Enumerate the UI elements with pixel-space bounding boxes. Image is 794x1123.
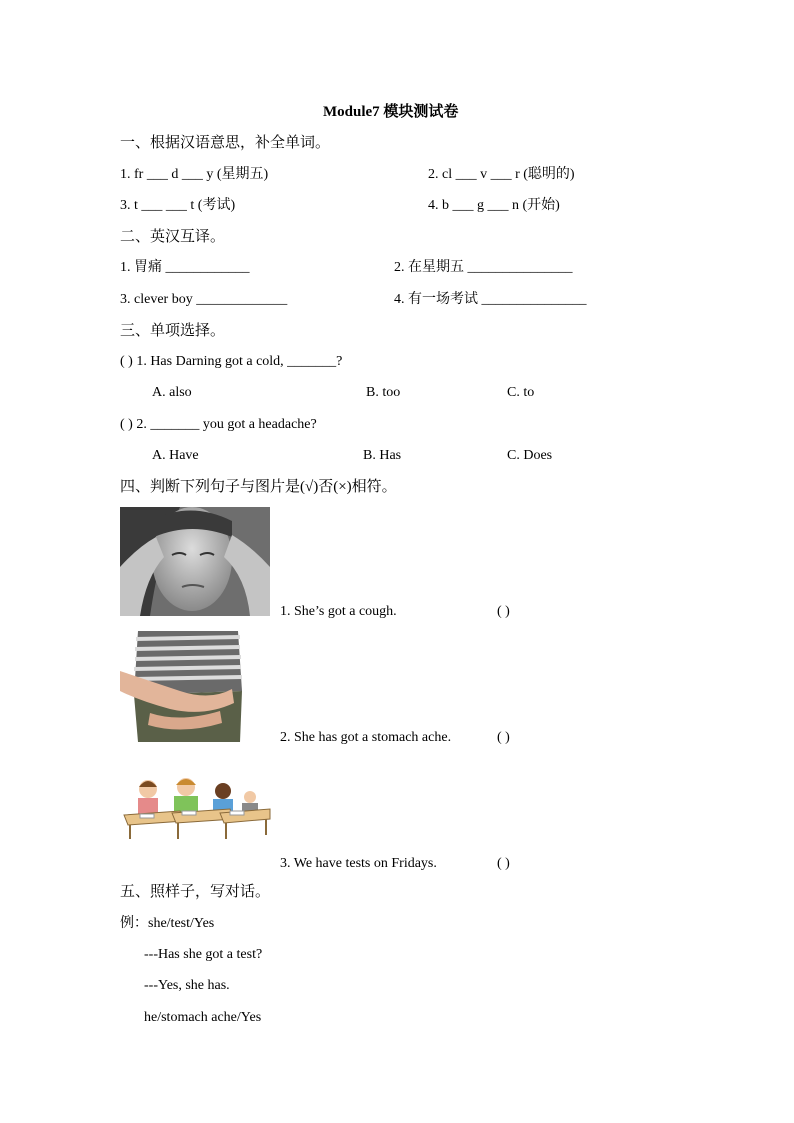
s4-answer-paren-1: ( ): [497, 604, 510, 619]
s2-question-3: 3. clever boy _____________: [120, 292, 288, 307]
s4-statement-1: 1. She’s got a cough.: [280, 604, 397, 619]
s3-question-1: ( ) 1. Has Darning got a cold, _______?: [120, 354, 343, 369]
s3-q2-option-a: A. Have: [152, 448, 199, 463]
s1-question-2: 2. cl ___ v ___ r (聪明的): [428, 167, 575, 182]
s4-answer-paren-3: ( ): [497, 856, 510, 871]
s2-question-4: 4. 有一场考试 _______________: [394, 292, 587, 307]
s5-example: 例：she/test/Yes: [120, 916, 215, 931]
s3-q2-option-b: B. Has: [363, 448, 402, 463]
s1-question-3: 3. t ___ ___ t (考试): [120, 198, 236, 213]
s3-question-2: ( ) 2. _______ you got a headache?: [120, 417, 317, 432]
s2-question-2: 2. 在星期五 _______________: [394, 260, 573, 275]
section-2-heading: 二、英汉互译。: [120, 229, 226, 245]
s2-question-1: 1. 胃痛 ____________: [120, 260, 250, 275]
section-5-heading: 五、照样子，写对话。: [120, 884, 271, 900]
s3-q1-option-a: A. also: [152, 385, 192, 400]
s4-statement-3: 3. We have tests on Fridays.: [280, 856, 437, 871]
page-title: Module7 模块测试卷: [323, 104, 459, 120]
stomach-ache-picture: [120, 631, 270, 742]
section-3-heading: 三、单项选择。: [120, 323, 226, 339]
s3-q1-option-c: C. to: [507, 385, 535, 400]
s4-answer-paren-2: ( ): [497, 730, 510, 745]
s3-q2-option-c: C. Does: [507, 448, 553, 463]
s4-statement-2: 2. She has got a stomach ache.: [280, 730, 452, 745]
s3-q1-option-b: B. too: [366, 385, 401, 400]
section-4-heading: 四、判断下列句子与图片是(√)否(×)相符。: [120, 479, 397, 495]
s5-prompt: he/stomach ache/Yes: [144, 1010, 262, 1025]
s1-question-4: 4. b ___ g ___ n (开始): [428, 198, 560, 213]
students-test-picture: [120, 775, 272, 843]
headache-picture: [120, 507, 270, 616]
section-1-heading: 一、根据汉语意思，补全单词。: [120, 135, 331, 151]
s1-question-1: 1. fr ___ d ___ y (星期五): [120, 167, 269, 182]
s5-example-line-2: ---Yes, she has.: [144, 978, 230, 993]
s5-example-line-1: ---Has she got a test?: [144, 947, 263, 962]
